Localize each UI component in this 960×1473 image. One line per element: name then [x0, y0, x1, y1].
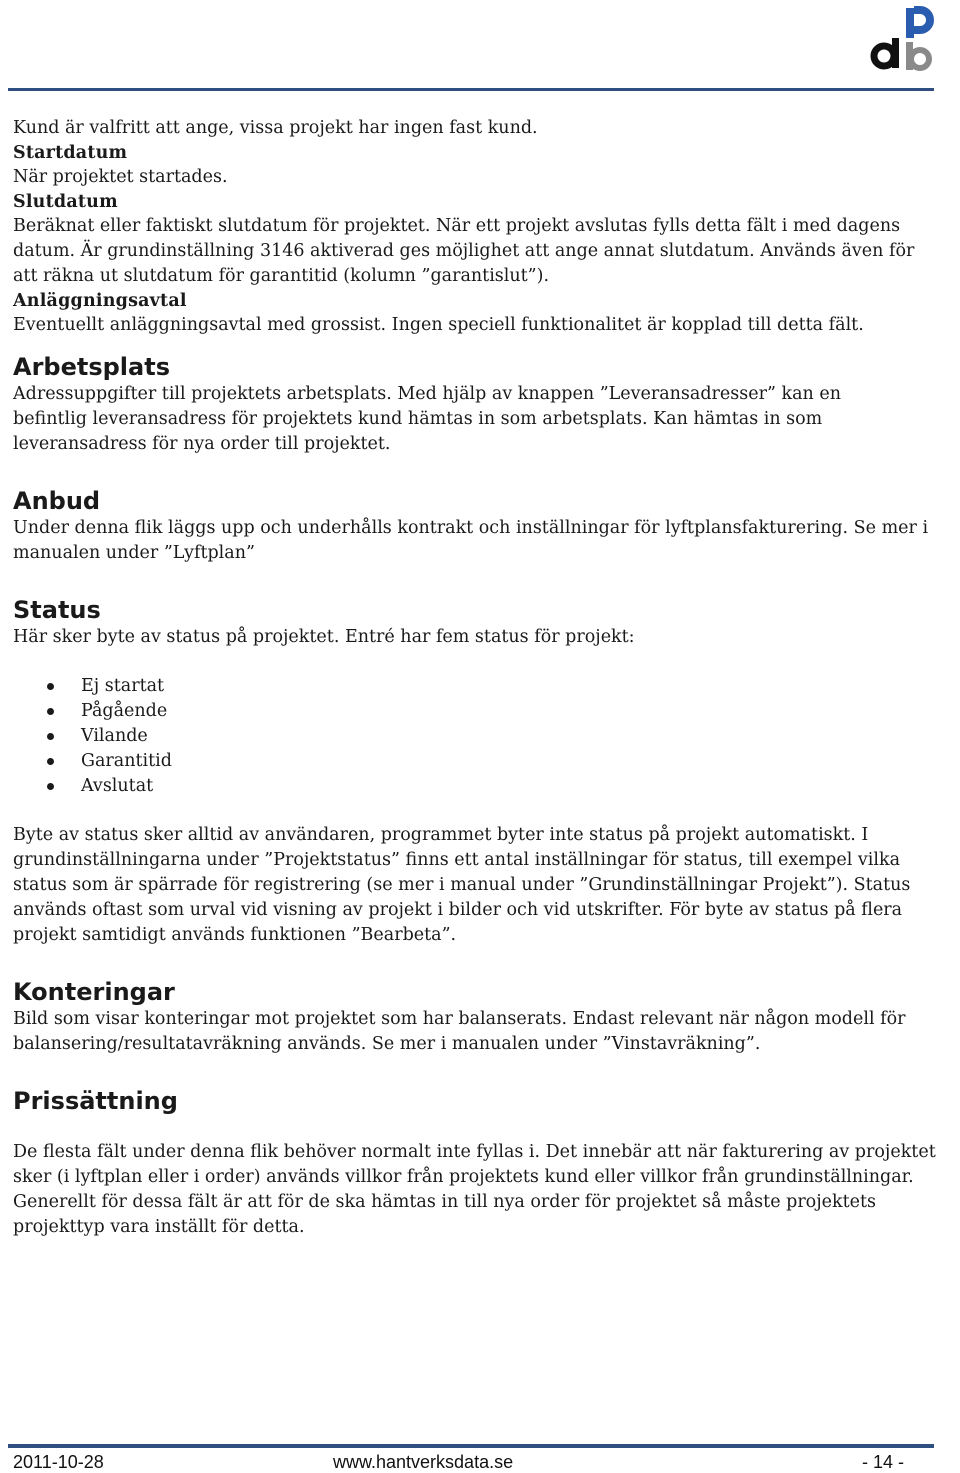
bullet-icon — [47, 783, 54, 790]
startdatum-text: När projektet startades. — [13, 167, 228, 187]
prissattning-text: De flesta fält under denna flik behöver normalt inte fyllas i. Det innebär att när fakturering av projektet sker (i lyftplan eller i order) används villkor från projektets kund eller villkor från grundinställningar. Generellt för dessa fält är att för de ska hämtas in till nya order för projektet så måste projektets projekttyp vara inställt för detta. — [13, 1142, 936, 1237]
hantverksdata-logo-icon — [868, 4, 936, 74]
footer-url[interactable]: www.hantverksdata.se — [333, 1452, 514, 1472]
anlaggningsavtal-title: Anläggningsavtal — [13, 291, 187, 311]
arbetsplats-heading: Arbetsplats — [13, 353, 170, 381]
footer-date: 2011-10-28 — [13, 1452, 104, 1472]
bullet-icon — [47, 733, 54, 740]
prissattning-heading: Prissättning — [13, 1087, 178, 1115]
status-item: Pågående — [13, 699, 948, 724]
document-body — [13, 116, 948, 1240]
intro-line: Kund är valfritt att ange, vissa projekt har ingen fast kund. — [13, 118, 538, 138]
bullet-icon — [47, 683, 54, 690]
header-rule — [8, 88, 934, 91]
status-item: Garantitid — [13, 749, 948, 774]
status-list — [13, 674, 948, 799]
status-heading: Status — [13, 596, 101, 624]
bullet-icon — [47, 758, 54, 765]
konteringar-text: Bild som visar konteringar mot projektet som har balanserats. Endast relevant när någon modell för balansering/resultatavräkning används. Se mer i manualen under ”Vinstavräkning”. — [13, 1009, 906, 1054]
anbud-text: Under denna flik läggs upp och underhålls kontrakt och inställningar för lyftplansfakturering. Se mer i manualen under ”Lyftplan” — [13, 518, 929, 563]
startdatum-title: Startdatum — [13, 143, 128, 163]
anbud-heading: Anbud — [13, 487, 101, 515]
footer-page-number: - 14 - — [862, 1452, 905, 1472]
konteringar-heading: Konteringar — [13, 978, 175, 1006]
bullet-icon — [47, 708, 54, 715]
arbetsplats-text: Adressuppgifter till projektets arbetsplats. Med hjälp av knappen ”Leveransadresser” kan en befintlig leveransadress för projektets kund hämtas in som arbetsplats. Kan hämtas in som leveransadress för nya order till projektet. — [13, 384, 841, 454]
status-item: Vilande — [13, 724, 948, 749]
status-text: Byte av status sker alltid av användaren, programmet byter inte status på projekt automatiskt. I grundinställningarna under ”Projektstatus” finns ett antal inställningar för status, till exempel vilka status som är spärrade för registrering (se mer i manual under ”Grundinställningar Projekt”). Status används oftast som urval vid visning av projekt i bilder och vid utskrifter. För byte av status på flera projekt samtidigt används funktionen ”Bearbeta”. — [13, 825, 911, 945]
status-intro: Här sker byte av status på projektet. Entré har fem status för projekt: — [13, 627, 635, 647]
status-item: Avslutat — [13, 774, 948, 799]
anlaggningsavtal-text: Eventuellt anläggningsavtal med grossist. Ingen speciell funktionalitet är kopplad till detta fält. — [13, 315, 864, 335]
slutdatum-text: Beräknat eller faktiskt slutdatum för projektet. När ett projekt avslutas fylls detta fält i med dagens datum. Är grundinställning 3146 aktiverad ges möjlighet att ange annat slutdatum. Används även för att räkna ut slutdatum för garantitid (kolumn ”garantislut”). — [13, 216, 915, 286]
slutdatum-title: Slutdatum — [13, 192, 118, 212]
status-item: Ej startat — [13, 674, 948, 699]
footer-rule — [8, 1444, 934, 1448]
